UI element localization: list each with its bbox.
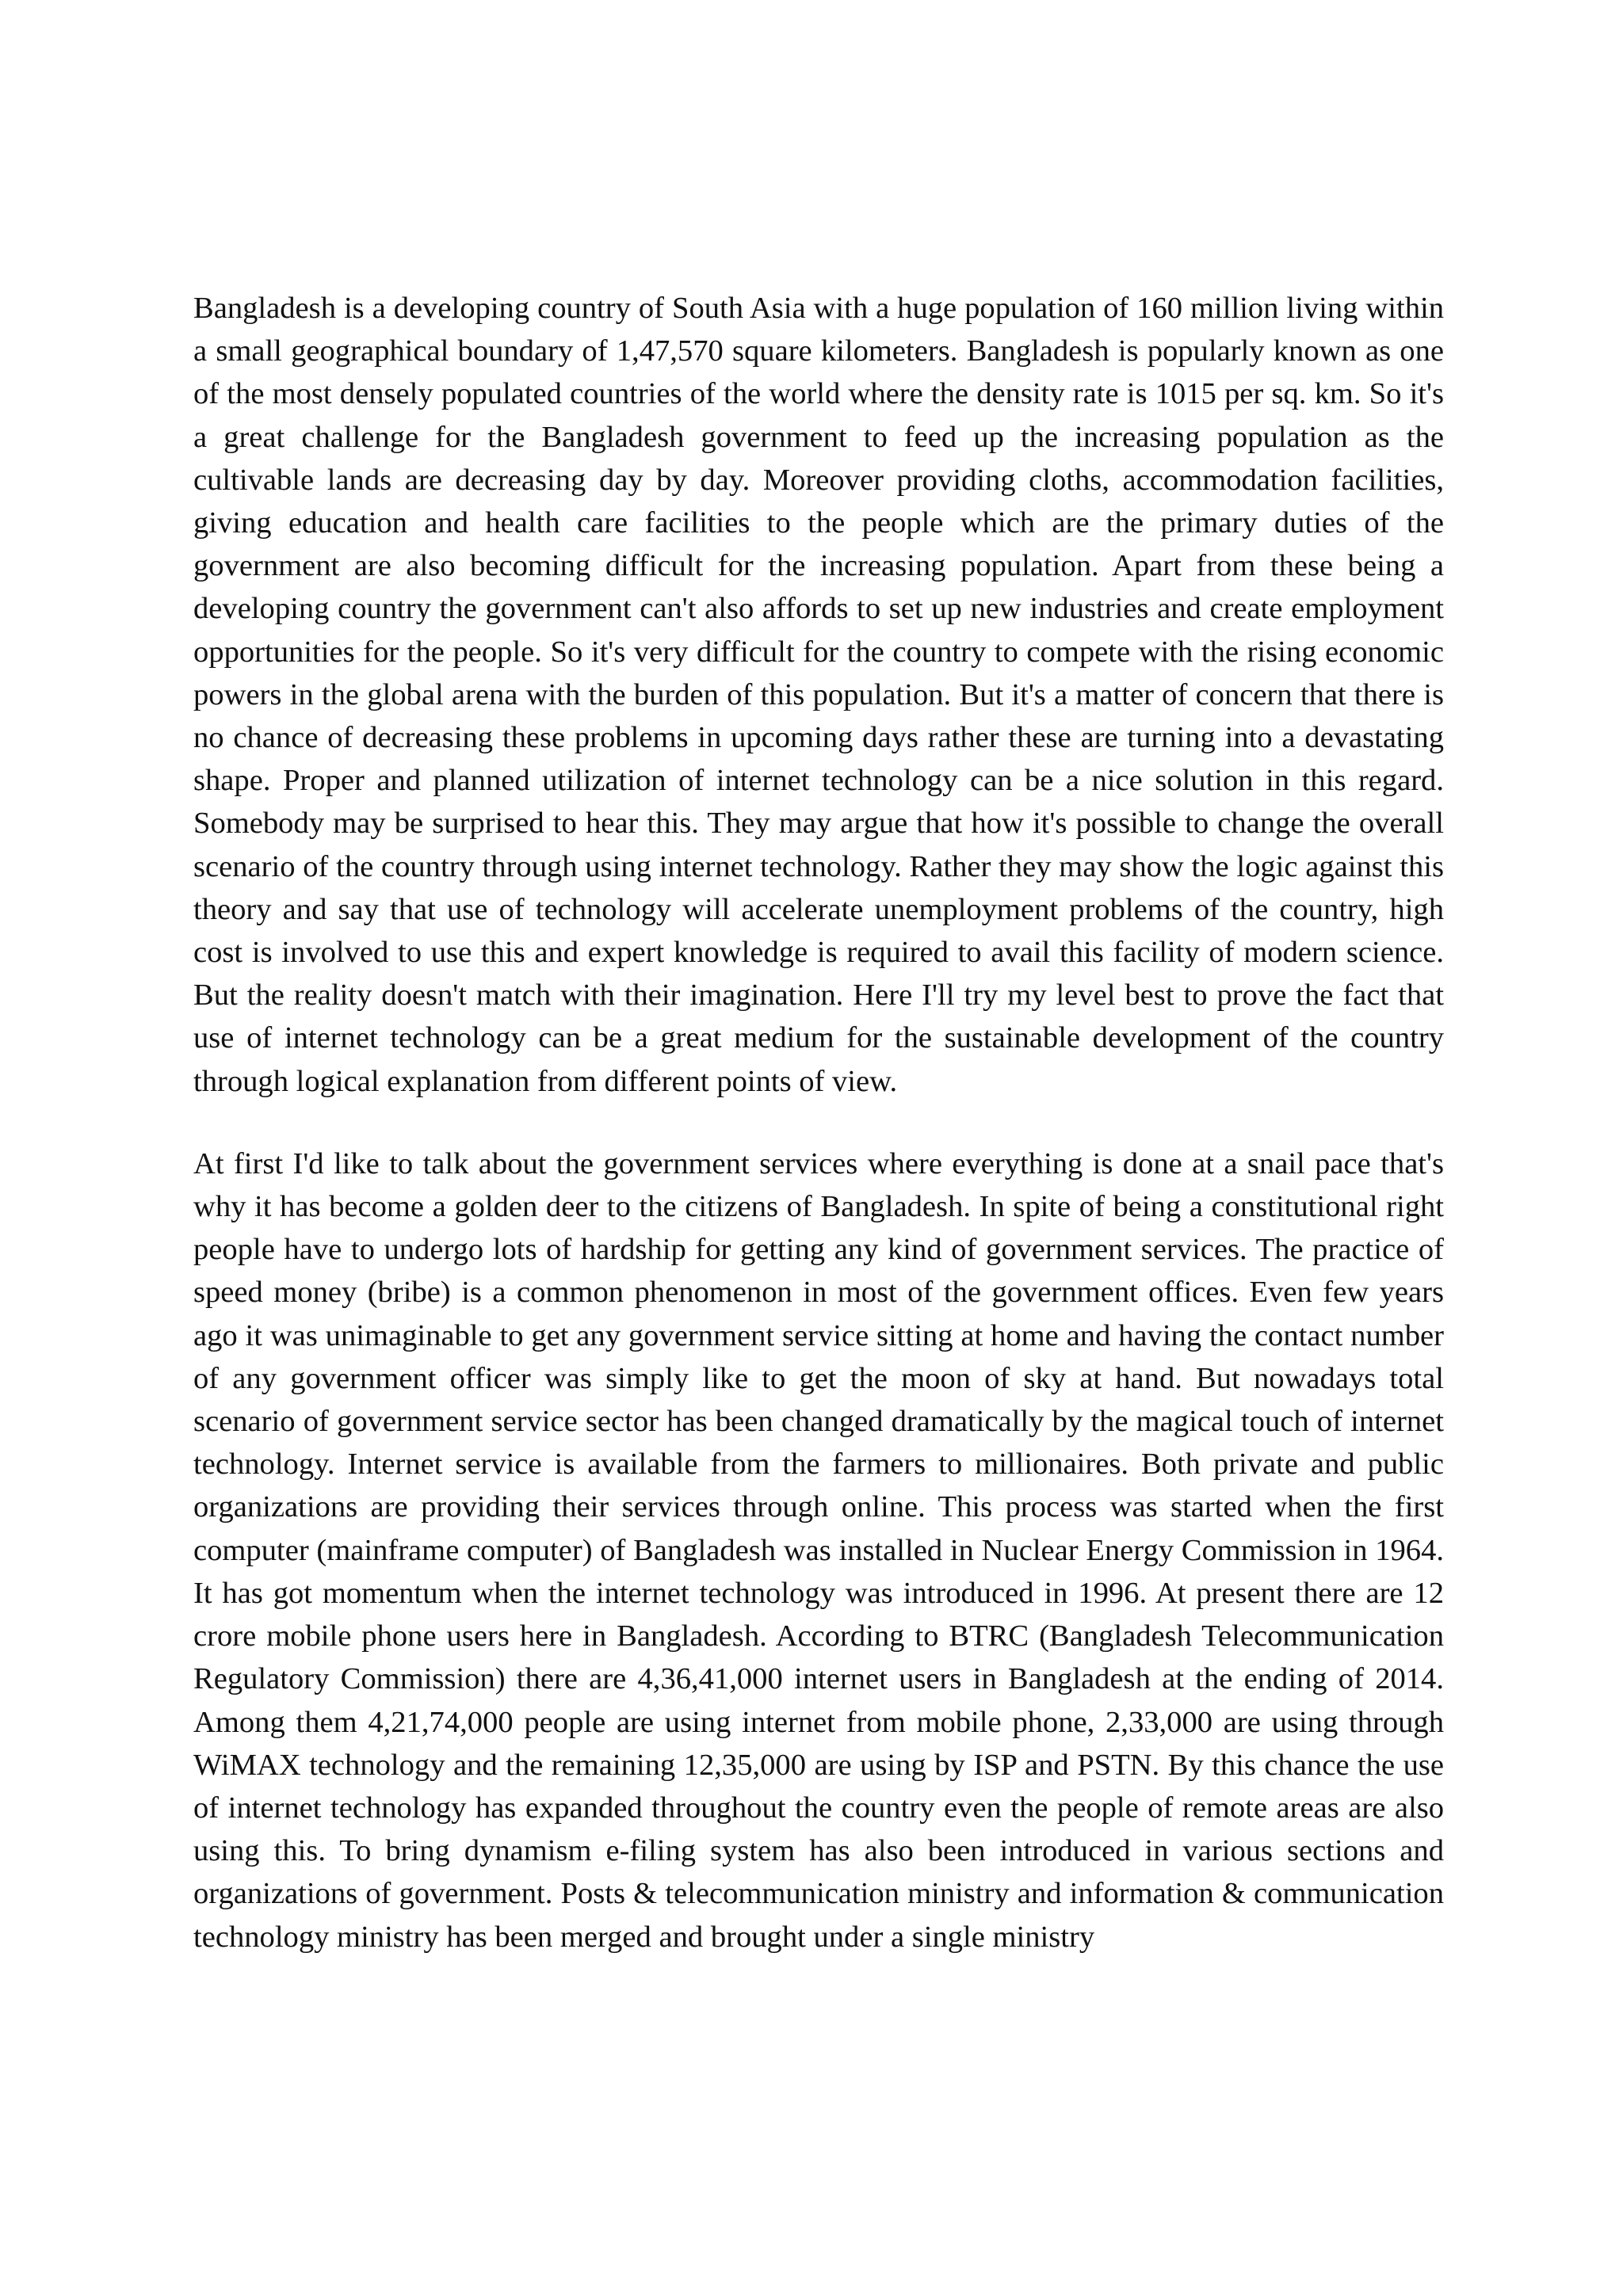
paragraph-1: Bangladesh is a developing country of South Asia with a huge population of 160 million living within a small geographical boundary of 1,47,570 square kilometers. Bangladesh is popularly known as one of the most densely populated countries of the world where the density rate is 1015 per sq. km. So it's a great challenge for the Bangladesh government to feed up the increasing population as the cultivable lands are decreasing day by day. Moreover providing cloths, accommodation facilities, giving education and health care facilities to the people which are the primary duties of the government are also becoming difficult for the increasing population. Apart from these being a developing country the government can't also affords to set up new industries and create employment opportunities for the people. So it's very difficult for the country to compete with the rising economic powers in the global arena with the burden of this population. But it's a matter of concern that there is no chance of decreasing these problems in upcoming days rather these are turning into a devastating shape. Proper and planned utilization of internet technology can be a nice solution in this regard. Somebody may be surprised to hear this. They may argue that how it's possible to change the overall scenario of the country through using internet technology. Rather they may show the logic against this theory and say that use of technology will accelerate unemployment problems of the country, high cost is involved to use this and expert knowledge is required to avail this facility of modern science. But the reality doesn't match with their imagination. Here I'll try my level best to prove the fact that use of internet technology can be a great medium for the sustainable development of the country through logical explanation from different points of view. (193, 292, 1444, 1098)
document-body (193, 287, 1444, 1958)
paragraph-2: At first I'd like to talk about the government services where everything is done at a snail pace that's why it has become a golden deer to the citizens of Bangladesh. In spite of being a constitutional right people have to undergo lots of hardship for getting any kind of government services. The practice of speed money (bribe) is a common phenomenon in most of the government offices. Even few years ago it was unimaginable to get any government service sitting at home and having the contact number of any government officer was simply like to get the moon of sky at hand. But nowadays total scenario of government service sector has been changed dramatically by the magical touch of internet technology. Internet service is available from the farmers to millionaires. Both private and public organizations are providing their services through online. This process was started when the first computer (mainframe computer) of Bangladesh was installed in Nuclear Energy Commission in 1964. It has got momentum when the internet technology was introduced in 1996. At present there are 12 crore mobile phone users here in Bangladesh. According to BTRC (Bangladesh Telecommunication Regulatory Commission) there are 4,36,41,000 internet users in Bangladesh at the ending of 2014. Among them 4,21,74,000 people are using internet from mobile phone, 2,33,000 are using through WiMAX technology and the remaining 12,35,000 are using by ISP and PSTN. By this chance the use of internet technology has expanded throughout the country even the people of remote areas are also using this. To bring dynamism e-filing system has also been introduced in various sections and organizations of government. Posts & telecommunication ministry and information & communication technology ministry has been merged and brought under a single ministry (193, 1146, 1444, 1954)
